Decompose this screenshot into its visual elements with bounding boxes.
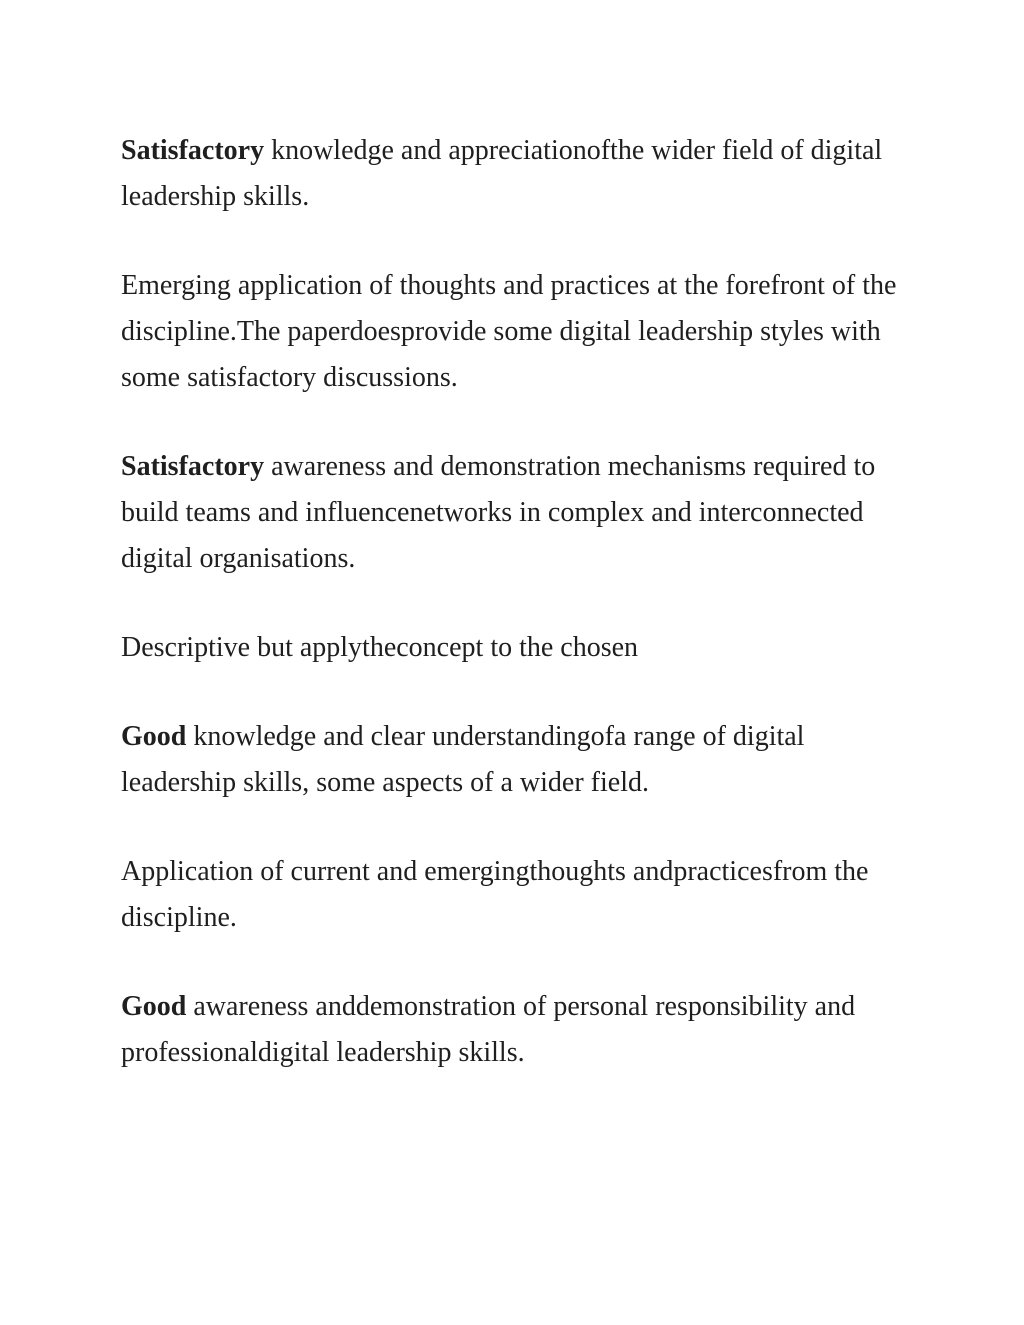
paragraph-text: Emerging application of thoughts and practices at the forefront of the discipline.The paperdoesprovide some digital leadership styles with some satisfactory discussions. — [121, 270, 897, 393]
rating-label: Good — [121, 721, 187, 752]
rating-label: Satisfactory — [121, 135, 265, 166]
document-page — [121, 128, 921, 1119]
paragraph-application-current — [121, 849, 921, 941]
paragraph-satisfactory-awareness — [121, 444, 921, 582]
paragraph-text: Descriptive but applytheconcept to the chosen — [121, 632, 639, 663]
paragraph-text: Application of current and emergingthoughts andpracticesfrom the discipline. — [121, 856, 869, 933]
rating-label: Satisfactory — [121, 451, 265, 482]
paragraph-good-knowledge — [121, 714, 921, 806]
paragraph-good-awareness — [121, 984, 921, 1076]
paragraph-descriptive — [121, 625, 921, 671]
paragraph-emerging-application — [121, 263, 921, 401]
paragraph-text: awareness and demonstration mechanisms required to build teams and influencenetworks in complex and interconnected digital organisations. — [121, 451, 876, 574]
rating-label: Good — [121, 991, 187, 1022]
paragraph-text: awareness anddemonstration of personal responsibility and professionaldigital leadership skills. — [121, 991, 856, 1068]
paragraph-satisfactory-knowledge — [121, 128, 921, 220]
paragraph-text: knowledge and clear understandingofa range of digital leadership skills, some aspects of a wider field. — [121, 721, 805, 798]
paragraph-text: knowledge and appreciationofthe wider field of digital leadership skills. — [121, 135, 883, 212]
